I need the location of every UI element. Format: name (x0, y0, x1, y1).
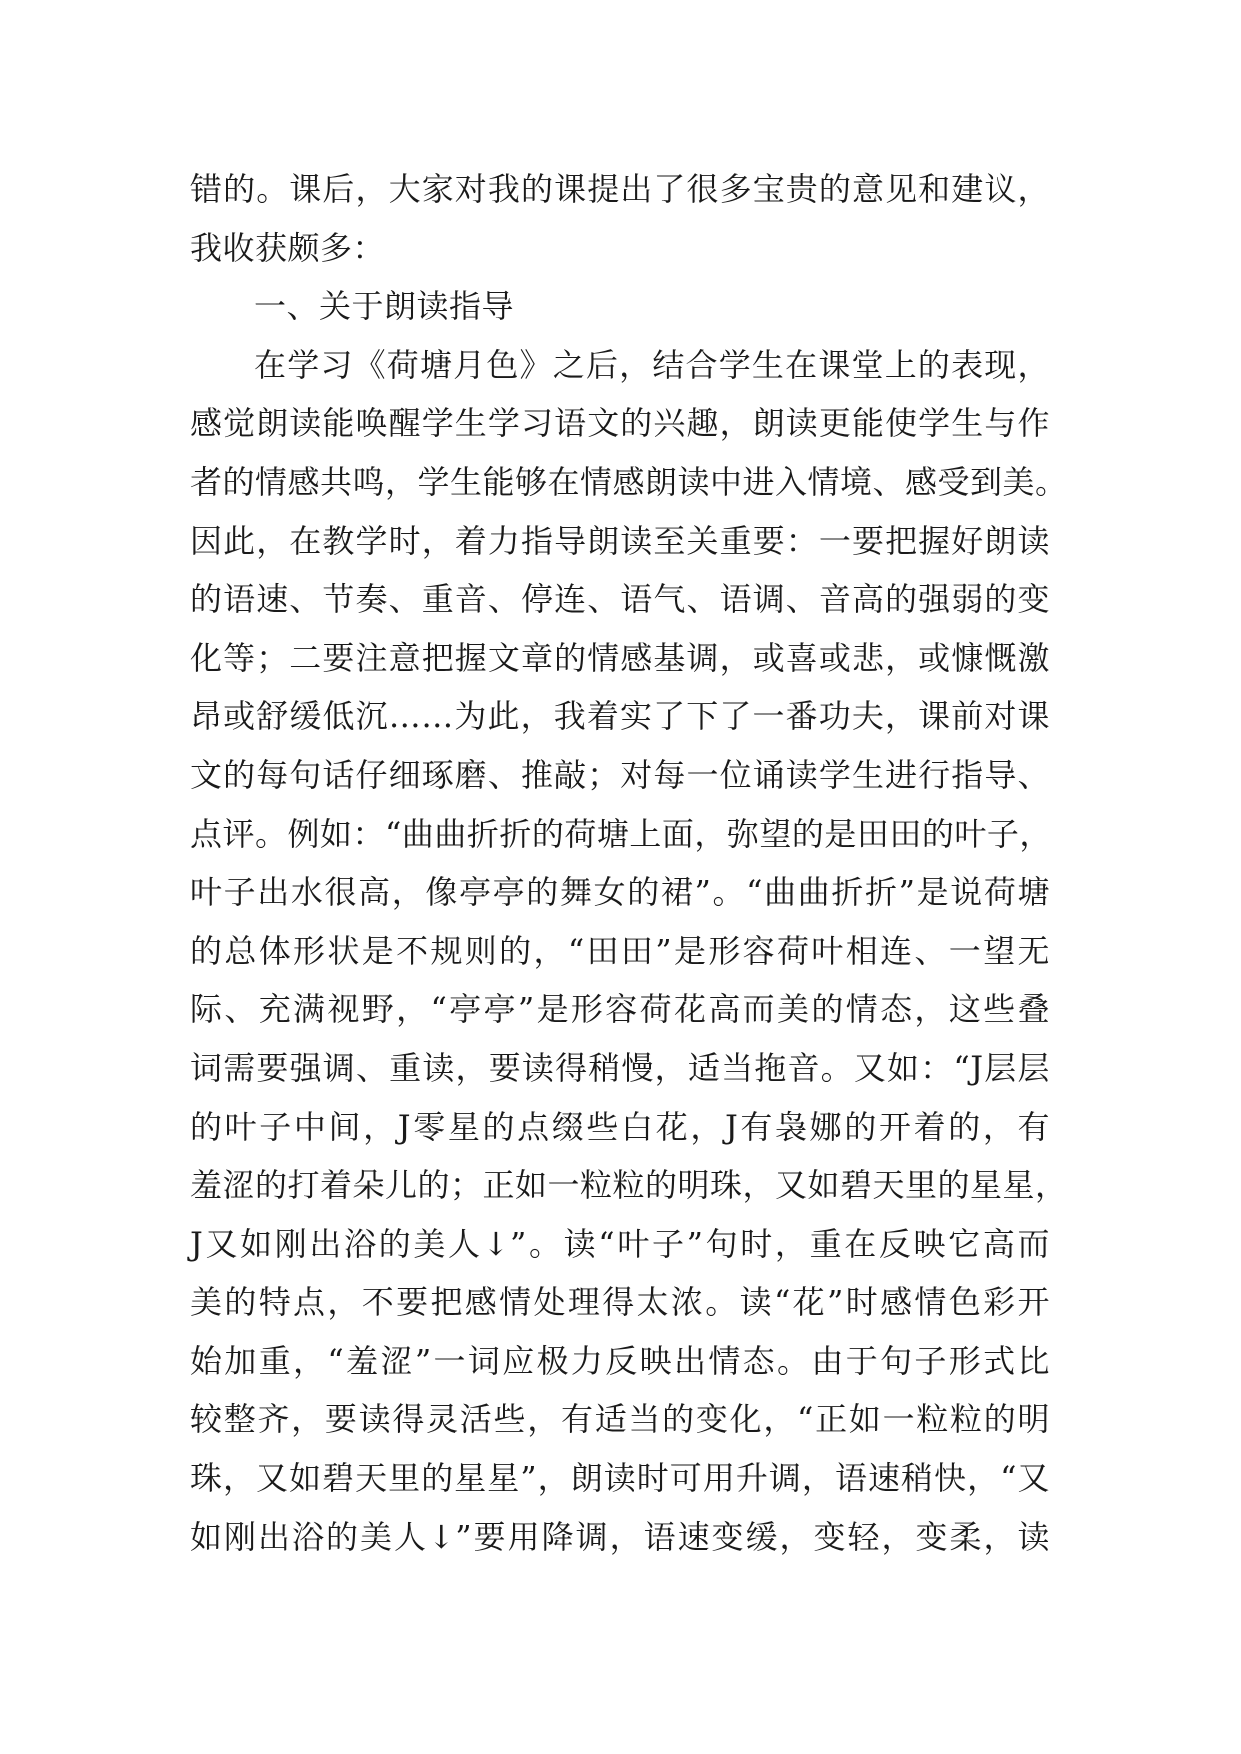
text-line: 际、充满视野，“亭亭”是形容荷花高而美的情态，这些叠 (190, 990, 1050, 1029)
text-line: 感觉朗读能唤醒学生学习语文的兴趣，朗读更能使学生与作 (190, 404, 1050, 443)
text-line: 的叶子中间，J零星的点缀些白花，J有袅娜的开着的，有 (190, 1107, 1050, 1146)
text-line: 的总体形状是不规则的，“田田”是形容荷叶相连、一望无 (190, 931, 1050, 970)
text-line: 珠，又如碧天里的星星”，朗读时可用升调，语速稍快，“又 (190, 1459, 1050, 1498)
text-line: 我收获颇多： (190, 228, 386, 267)
text-line: 始加重，“羞涩”一词应极力反映出情态。由于句子形式比 (190, 1341, 1050, 1380)
text-line: J又如刚出浴的美人↓”。读“叶子”句时，重在反映它高而 (190, 1224, 1050, 1263)
text-line: 词需要强调、重读，要读得稍慢，适当拖音。又如：“J层层 (190, 1048, 1050, 1087)
text-line: 的语速、节奏、重音、停连、语气、语调、音高的强弱的变 (190, 580, 1050, 619)
text-line: 文的每句话仔细琢磨、推敲；对每一位诵读学生进行指导、 (190, 755, 1050, 794)
text-line: 点评。例如：“曲曲折折的荷塘上面，弥望的是田田的叶子， (190, 814, 1052, 853)
text-line: 羞涩的打着朵儿的；正如一粒粒的明珠，又如碧天里的星星， (190, 1166, 1068, 1205)
text-line: 化等；二要注意把握文章的情感基调，或喜或悲，或慷慨激 (190, 638, 1050, 677)
body-text (190, 160, 1068, 1566)
text-line: 者的情感共鸣，学生能够在情感朗读中进入情境、感受到美。 (190, 462, 1068, 501)
text-line: 较整齐，要读得灵活些，有适当的变化，“正如一粒粒的明 (190, 1400, 1050, 1439)
text-line: 因此，在教学时，着力指导朗读至关重要：一要把握好朗读 (190, 521, 1050, 560)
section-heading: 一、关于朗读指导 (254, 287, 515, 326)
text-line: 如刚出浴的美人↓”要用降调，语速变缓，变轻，变柔，读 (190, 1517, 1050, 1556)
text-line: 叶子出水很高，像亭亭的舞女的裙”。“曲曲折折”是说荷塘 (190, 873, 1050, 912)
text-line: 错的。课后，大家对我的课提出了很多宝贵的意见和建议， (190, 170, 1050, 208)
text-line: 昂或舒缓低沉……为此，我着实了下了一番功夫，课前对课 (190, 697, 1050, 736)
text-line: 在学习《荷塘月色》之后，结合学生在课堂上的表现， (254, 345, 1050, 384)
text-line: 美的特点，不要把感情处理得太浓。读“花”时感情色彩开 (190, 1283, 1050, 1322)
